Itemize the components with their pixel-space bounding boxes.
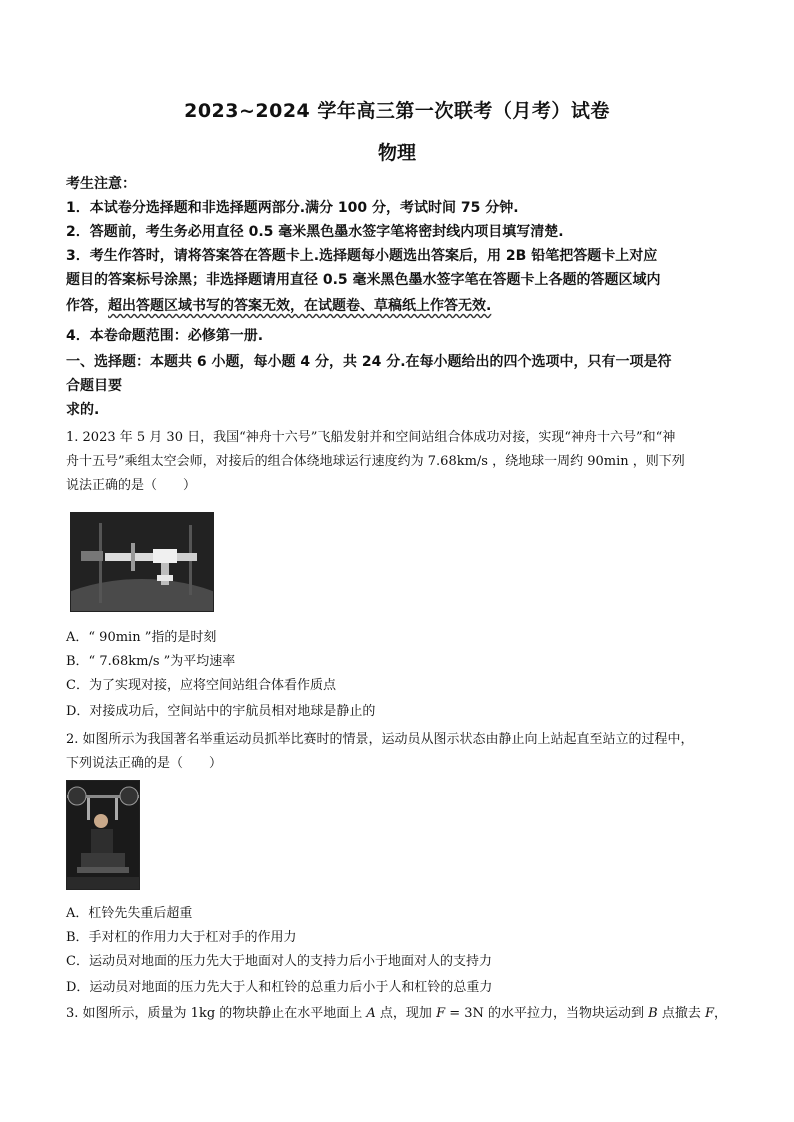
- section-1-line-2: 合题目要: [66, 378, 122, 394]
- section-1-line-1: 一、选择题：本题共 6 小题，每小题 4 分，共 24 分.在每小题给出的四个选项中，只有一项是符: [66, 354, 672, 370]
- space-station-image: [71, 513, 213, 611]
- question-3-text-1: 3. 如图所示，质量为 1kg 的物块静止在水平地面上: [66, 1006, 367, 1021]
- notice-item-1: 1．本试卷分选择题和非选择题两部分.满分 100 分，考试时间 75 分钟.: [66, 200, 519, 216]
- point-b-label: B: [648, 1006, 658, 1021]
- question-2-option-b: B．手对杠的作用力大于杠对手的作用力: [66, 930, 297, 945]
- notice-item-2: 2．答题前，考生务必用直径 0.5 毫米黑色墨水签字笔将密封线内项目填写清楚.: [66, 224, 564, 240]
- question-1-option-a: A．“ 90min ”指的是时刻: [66, 630, 217, 645]
- question-3-text-4: 点撤去: [657, 1006, 705, 1021]
- exam-title: 2023~2024 学年高三第一次联考（月考）试卷: [184, 100, 610, 122]
- question-3-line-1: [66, 1002, 736, 1026]
- notice-item-3-line-1: 3．考生作答时，请将答案答在答题卡上.选择题每小题选出答案后，用 2B 铅笔把答题卡上对应: [66, 248, 658, 264]
- section-1-line-3: 求的.: [66, 402, 100, 418]
- question-1-line-3: 说法正确的是（ ）: [66, 478, 197, 493]
- notice-item-4: 4．本卷命题范围：必修第一册.: [66, 328, 264, 344]
- force-f-label: F: [436, 1006, 446, 1021]
- question-3-text-5: ，: [714, 1006, 728, 1021]
- subject-title: 物理: [377, 142, 416, 164]
- question-1-option-d: D．对接成功后，空间站中的宇航员相对地球是静止的: [66, 704, 376, 719]
- question-2-option-a: A．杠铃先失重后超重: [66, 906, 193, 921]
- question-1-option-b: B．“ 7.68km/s ”为平均速率: [66, 654, 236, 669]
- question-2-line-2: 下列说法正确的是（ ）: [66, 756, 223, 771]
- space-station-photo: [70, 512, 214, 612]
- notice-item-3-emphasis: 超出答题区域书写的答案无效，在试题卷、草稿纸上作答无效.: [108, 298, 492, 314]
- question-3-text-3: = 3N 的水平拉力，当物块运动到: [445, 1006, 649, 1021]
- question-1-line-1: 1. 2023 年 5 月 30 日，我国“神舟十六号”飞船发射并和空间站组合体成功对接，实现“神舟十六号”和“神: [66, 430, 676, 445]
- question-2-line-1: 2. 如图所示为我国著名举重运动员抓举比赛时的情景，运动员从图示状态由静止向上站起直至站立的过程中，: [66, 732, 694, 747]
- force-f-label-2: F: [705, 1006, 715, 1021]
- question-2-option-d: D．运动员对地面的压力先大于人和杠铃的总重力后小于人和杠铃的总重力: [66, 980, 493, 995]
- point-a-label: A: [366, 1006, 376, 1021]
- weightlifter-photo: [66, 780, 140, 890]
- question-1-line-2: 舟十五号”乘组太空会师，对接后的组合体绕地球运行速度约为 7.68km/s ，绕地球一周约 90min ，则下列: [66, 454, 685, 469]
- question-1-option-c: C．为了实现对接，应将空间站组合体看作质点: [66, 678, 336, 693]
- notice-heading: 考生注意：: [66, 176, 136, 192]
- question-2-option-c: C．运动员对地面的压力先大于地面对人的支持力后小于地面对人的支持力: [66, 954, 492, 969]
- weightlifter-image: [67, 781, 139, 889]
- question-3-text-2: 点，现加: [375, 1006, 437, 1021]
- notice-item-3-line-2: 题目的答案标号涂黑；非选择题请用直径 0.5 毫米黑色墨水签字笔在答题卡上各题的答题区域内: [66, 272, 661, 288]
- notice-item-3-line-3-prefix: 作答，: [66, 298, 108, 314]
- notice-item-3-line-3: [66, 294, 736, 318]
